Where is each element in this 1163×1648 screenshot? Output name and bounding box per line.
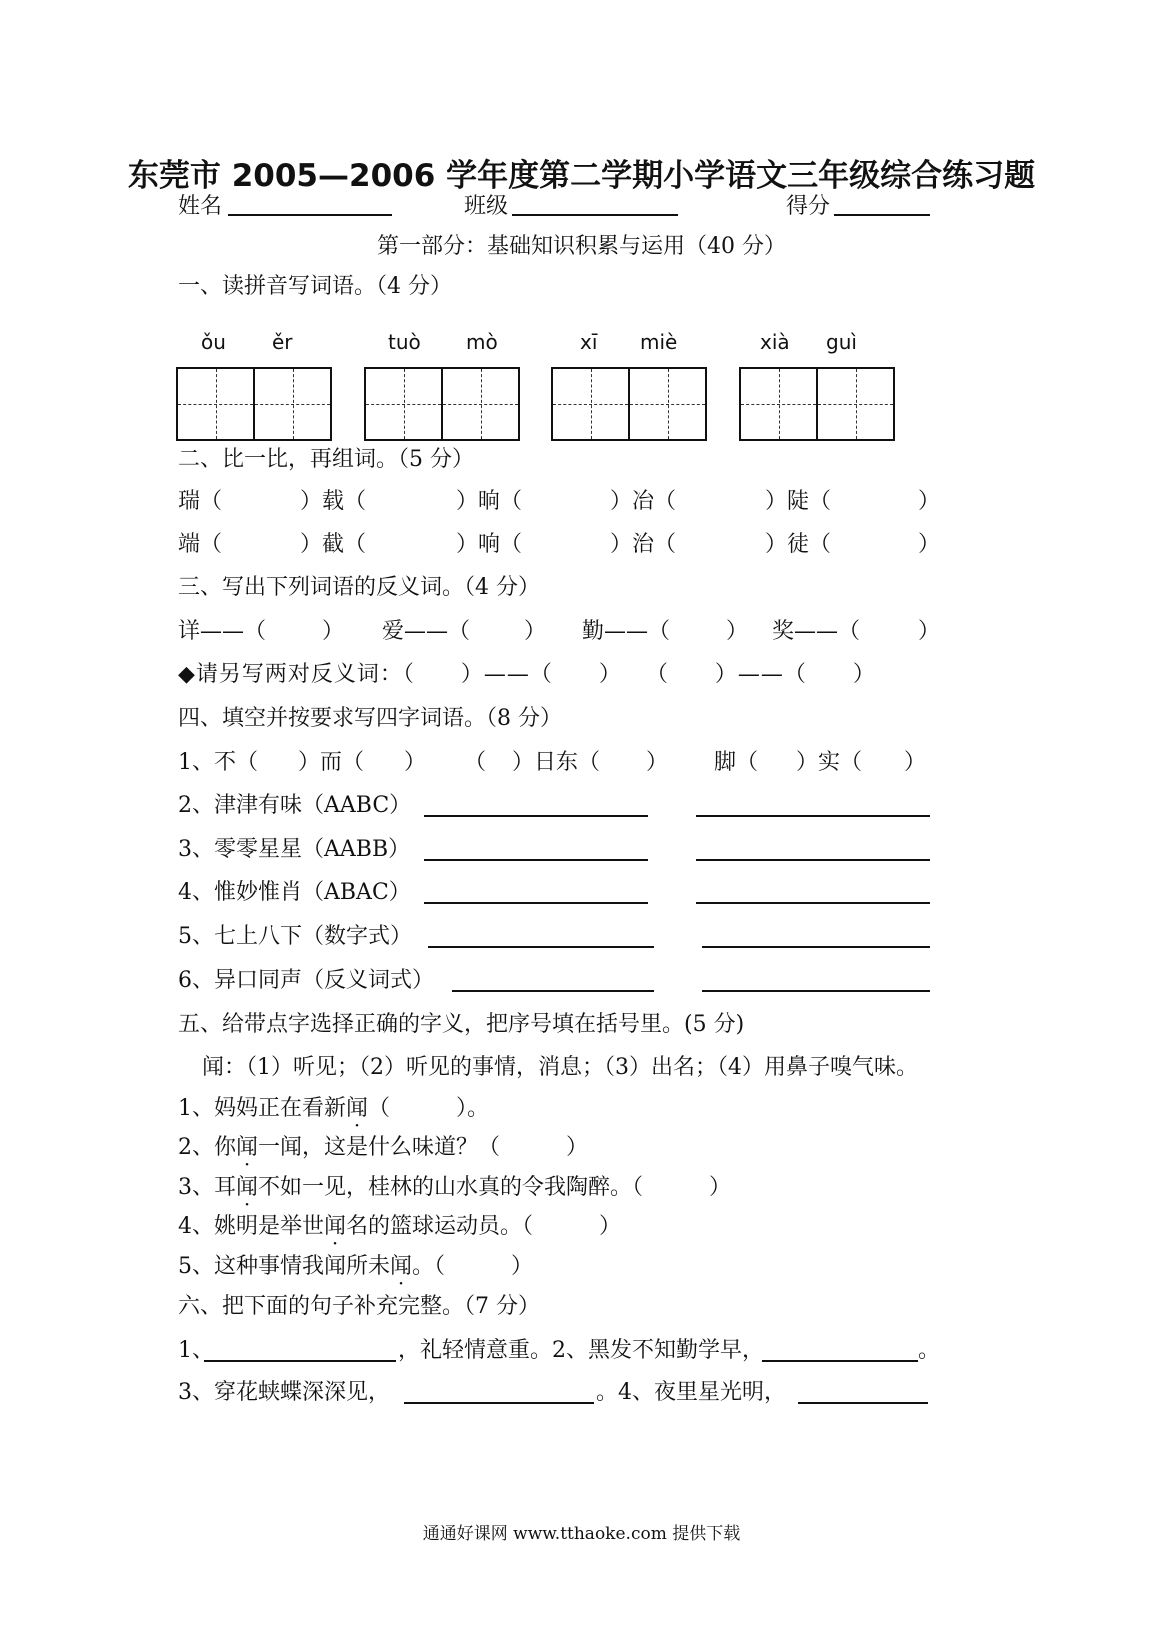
- pinyin: xià: [760, 330, 790, 354]
- sentence-text: 1、: [178, 1338, 214, 1363]
- meaning-item: 4、姚明是举世闻名的篮球运动员。（ ）: [178, 1214, 622, 1239]
- antonym-item: ）: [918, 619, 941, 644]
- answer-blank[interactable]: [696, 902, 930, 904]
- meaning-item: 1、妈妈正在看新闻（ ）。: [178, 1096, 490, 1121]
- idiom-item: 2、津津有味（AABC）: [178, 793, 412, 818]
- answer-blank[interactable]: [696, 859, 930, 861]
- antonym-item: 爱——（: [382, 619, 471, 644]
- idiom-item: 5、七上八下（数字式）: [178, 924, 412, 949]
- compare-item: ）治（: [610, 532, 677, 557]
- section4-heading: 四、填空并按要求写四字词语。（8 分）: [178, 706, 562, 731]
- answer-blank[interactable]: [428, 946, 654, 948]
- compare-item: 端（: [178, 532, 223, 557]
- idiom-item: 6、异口同声（反义词式）: [178, 968, 434, 993]
- class-blank[interactable]: [512, 214, 678, 216]
- pinyin: guì: [826, 330, 857, 354]
- pinyin: tuò: [388, 330, 421, 354]
- extra-antonyms: ◆请另写两对反义词：（ ）——（ ） （ ）——（ ）: [178, 662, 876, 687]
- fill-item: 脚（: [714, 750, 759, 775]
- compare-item: ）徒（: [765, 532, 832, 557]
- sentence-text: 3、穿花蛱蝶深深见，: [178, 1380, 390, 1405]
- answer-blank[interactable]: [696, 815, 930, 817]
- antonym-item: 详——（: [178, 619, 267, 644]
- fill-item: ）日东（: [512, 750, 601, 775]
- answer-blank[interactable]: [702, 946, 930, 948]
- page-title: 东莞市 2005—2006 学年度第二学期小学语文三年级综合练习题: [127, 158, 1036, 194]
- pinyin: ǒu: [201, 330, 226, 354]
- score-blank[interactable]: [834, 214, 930, 216]
- writing-grid[interactable]: [739, 367, 895, 441]
- compare-item: ）晌（: [456, 489, 523, 514]
- idiom-item: 3、零零星星（AABB）: [178, 837, 411, 862]
- antonym-item: ）: [524, 619, 547, 644]
- compare-item: ）截（: [300, 532, 367, 557]
- score-label: 得分: [786, 194, 831, 219]
- name-label: 姓名: [178, 194, 223, 219]
- compare-item: ）: [918, 489, 941, 514]
- meaning-item: 3、耳闻不如一见，桂林的山水真的令我陶醉。（ ）: [178, 1175, 732, 1200]
- section2-heading: 二、比一比，再组词。（5 分）: [178, 447, 474, 472]
- antonym-item: 勤——（: [582, 619, 671, 644]
- compare-item: 瑞（: [178, 489, 223, 514]
- idiom-item: 4、惟妙惟肖（ABAC）: [178, 880, 411, 905]
- answer-blank[interactable]: [404, 1402, 594, 1404]
- sentence-text: 。: [918, 1338, 941, 1363]
- answer-blank[interactable]: [798, 1402, 928, 1404]
- fill-item: ）而（: [298, 750, 365, 775]
- compare-item: ）: [918, 532, 941, 557]
- fill-item: 1、不（: [178, 750, 258, 775]
- compare-item: ）陡（: [765, 489, 832, 514]
- name-blank[interactable]: [228, 214, 392, 216]
- antonym-item: ）: [322, 619, 345, 644]
- pinyin: mò: [466, 330, 498, 354]
- sentence-text: ，礼轻情意重。2、黑发不知勤学早，: [398, 1338, 764, 1363]
- compare-item: ）载（: [300, 489, 367, 514]
- section6-heading: 六、把下面的句子补充完整。（7 分）: [178, 1294, 540, 1319]
- class-label: 班级: [464, 194, 509, 219]
- definition-line: 闻：（1）听见；（2）听见的事情，消息；（3）出名；（4）用鼻子嗅气味。: [202, 1055, 918, 1080]
- fill-item: ）: [646, 750, 669, 775]
- pinyin: xī: [580, 330, 598, 354]
- fill-item: ）实（: [796, 750, 863, 775]
- dotted-char: 闻: [236, 1175, 259, 1200]
- answer-blank[interactable]: [452, 990, 654, 992]
- answer-blank[interactable]: [762, 1360, 918, 1362]
- fill-item: ）: [404, 750, 427, 775]
- dotted-char: 闻: [390, 1254, 413, 1279]
- section1-heading: 一、读拼音写词语。（4 分）: [178, 274, 452, 299]
- sentence-text: 。4、夜里星光明，: [596, 1380, 786, 1405]
- section5-heading: 五、给带点字选择正确的字义，把序号填在括号里。(5 分): [178, 1012, 745, 1037]
- footer-text: 通通好课网 www.tthaoke.com 提供下载: [422, 1524, 741, 1544]
- dotted-char: 闻: [236, 1135, 259, 1160]
- meaning-item: 2、你闻一闻，这是什么味道？（ ）: [178, 1135, 589, 1160]
- compare-item: ）冶（: [610, 489, 677, 514]
- antonym-item: ）: [726, 619, 749, 644]
- dotted-char: 闻: [324, 1214, 347, 1239]
- pinyin: ěr: [272, 330, 293, 354]
- answer-blank[interactable]: [424, 815, 648, 817]
- meaning-item: 5、这种事情我闻所未闻。（ ）: [178, 1254, 534, 1279]
- answer-blank[interactable]: [702, 990, 930, 992]
- dotted-char: 闻: [346, 1096, 369, 1121]
- section3-heading: 三、写出下列词语的反义词。（4 分）: [178, 575, 540, 600]
- antonym-item: 奖——（: [772, 619, 861, 644]
- fill-item: （: [464, 750, 487, 775]
- part-heading: 第一部分：基础知识积累与运用（40 分）: [377, 234, 786, 259]
- writing-grid[interactable]: [551, 367, 707, 441]
- writing-grid[interactable]: [176, 367, 332, 441]
- writing-grid[interactable]: [364, 367, 520, 441]
- answer-blank[interactable]: [424, 859, 648, 861]
- answer-blank[interactable]: [424, 902, 648, 904]
- pinyin: miè: [640, 330, 678, 354]
- compare-item: ）响（: [456, 532, 523, 557]
- fill-item: ）: [904, 750, 927, 775]
- answer-blank[interactable]: [204, 1360, 396, 1362]
